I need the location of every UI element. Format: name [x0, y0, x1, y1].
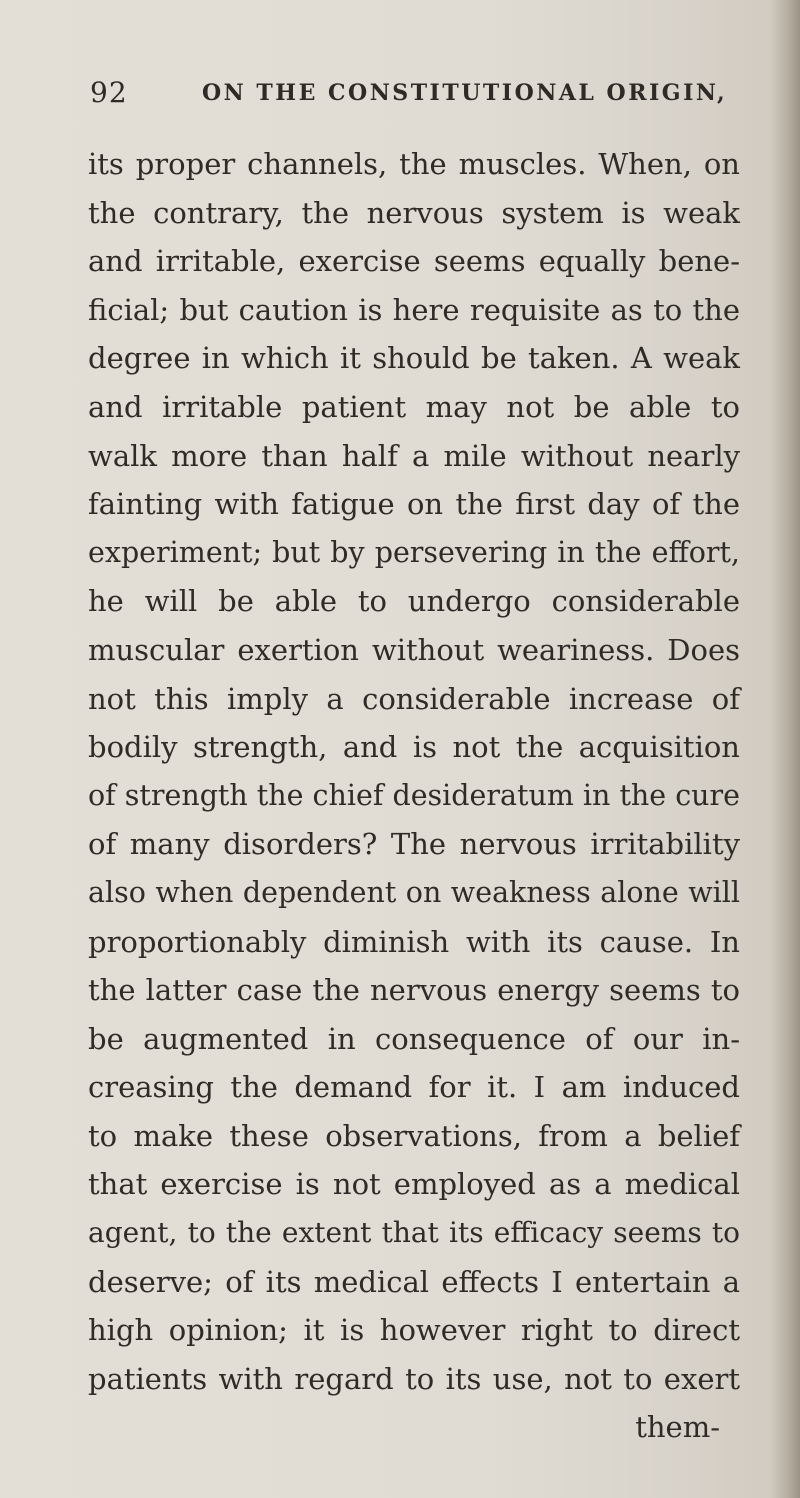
text-line: of strength the chief desideratum in the cure — [88, 778, 740, 812]
text-line: also when dependent on weakness alone will — [88, 875, 740, 909]
text-line: agent, to the extent that its efficacy seems to — [88, 1216, 740, 1250]
text-line: walk more than half a mile without nearly — [88, 438, 740, 473]
text-line: degree in which it should be taken. A weak — [88, 341, 740, 376]
text-line: ficial; but caution is here requisite as to the — [88, 292, 740, 327]
text-line: and irritable patient may not be able to — [88, 389, 740, 424]
text-line: be augmented in consequence of our in- — [88, 1021, 740, 1056]
text-line: muscular exertion without weariness. Does — [88, 632, 740, 667]
text-line: and irritable, exercise seems equally bene- — [88, 244, 740, 279]
body-text — [88, 140, 740, 1452]
text-line: proportionably diminish with its cause. In — [88, 924, 740, 959]
text-line: high opinion; it is however right to direct — [88, 1313, 740, 1348]
text-line: experiment; but by persevering in the effort, — [88, 535, 740, 569]
text-line: of many disorders? The nervous irritability — [88, 827, 740, 862]
text-line: that exercise is not employed as a medical — [88, 1167, 740, 1202]
text-line: bodily strength, and is not the acquisition — [88, 730, 740, 765]
text-line: he will be able to undergo considerable — [88, 584, 740, 619]
text-line: the contrary, the nervous system is weak — [88, 195, 740, 230]
running-head: ON THE CONSTITUTIONAL ORIGIN, — [202, 80, 728, 106]
page-number: 92 — [90, 76, 128, 109]
text-line: deserve; of its medical effects I entertain a — [88, 1264, 740, 1299]
text-line: to make these observations, from a belief — [88, 1118, 740, 1153]
text-line: patients with regard to its use, not to exert — [88, 1361, 740, 1396]
text-line: fainting with fatigue on the first day of the — [88, 487, 740, 522]
page-edge-shadow — [770, 0, 800, 1498]
text-line: the latter case the nervous energy seems to — [88, 973, 740, 1008]
text-line: creasing the demand for it. I am induced — [88, 1070, 740, 1105]
text-line: not this imply a considerable increase of — [88, 681, 740, 716]
page-header — [90, 76, 750, 116]
catchword: them- — [635, 1410, 720, 1445]
text-line: its proper channels, the muscles. When, on — [88, 147, 740, 181]
